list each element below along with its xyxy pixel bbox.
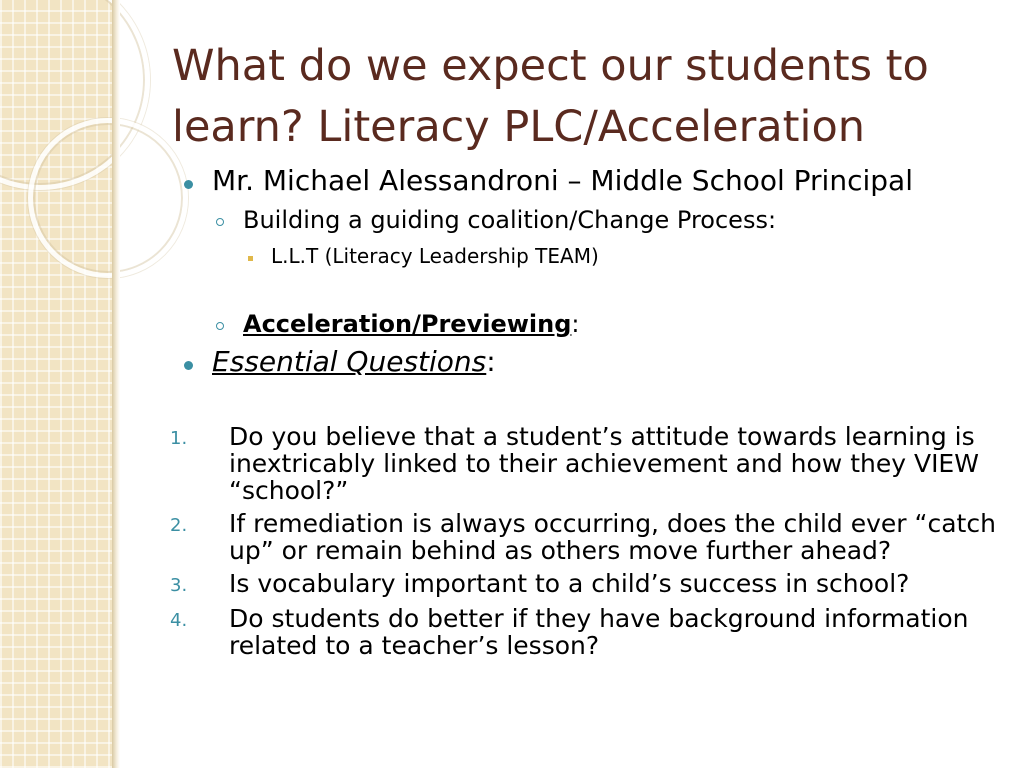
decorative-sidebar [0,0,112,768]
acceleration-colon: : [571,310,580,338]
sub-sub-bullet-icon [248,256,253,261]
sub-bullet-icon [216,322,224,330]
question-item: Is vocabulary important to a child’s success in school? [229,569,910,598]
question-item: Do you believe that a student’s attitude towards learning is inextricably linked to their achievement and how they VIEW “school?” [229,422,979,505]
question-number: 3. [170,575,188,596]
acceleration-label: Acceleration/Previewing [243,310,572,338]
bullet-icon [184,361,193,370]
sidebar-edge [112,0,120,768]
decorative-ring [28,118,188,278]
question-number: 2. [170,515,188,536]
question-item: Do students do better if they have background information related to a teacher’s lesson? [229,604,969,660]
bullet-llt: L.L.T (Literacy Leadership TEAM) [271,244,599,268]
sub-bullet-icon [216,218,224,226]
question-item: If remediation is always occurring, does the child ever “catch up” or remain behind as others move further ahead? [229,509,996,565]
bullet-essential-questions [212,345,496,378]
bullet-acceleration [243,310,580,338]
bullet-coalition: Building a guiding coalition/Change Process: [243,206,777,234]
bullet-icon [184,180,193,189]
question-number: 4. [170,610,188,631]
question-number: 1. [170,428,188,449]
slide-title: What do we expect our students to learn? Literacy PLC/Acceleration [172,41,929,152]
essential-questions-colon: : [486,345,496,378]
essential-questions-label: Essential Questions [212,345,487,378]
bullet-speaker: Mr. Michael Alessandroni – Middle School Principal [212,164,913,197]
